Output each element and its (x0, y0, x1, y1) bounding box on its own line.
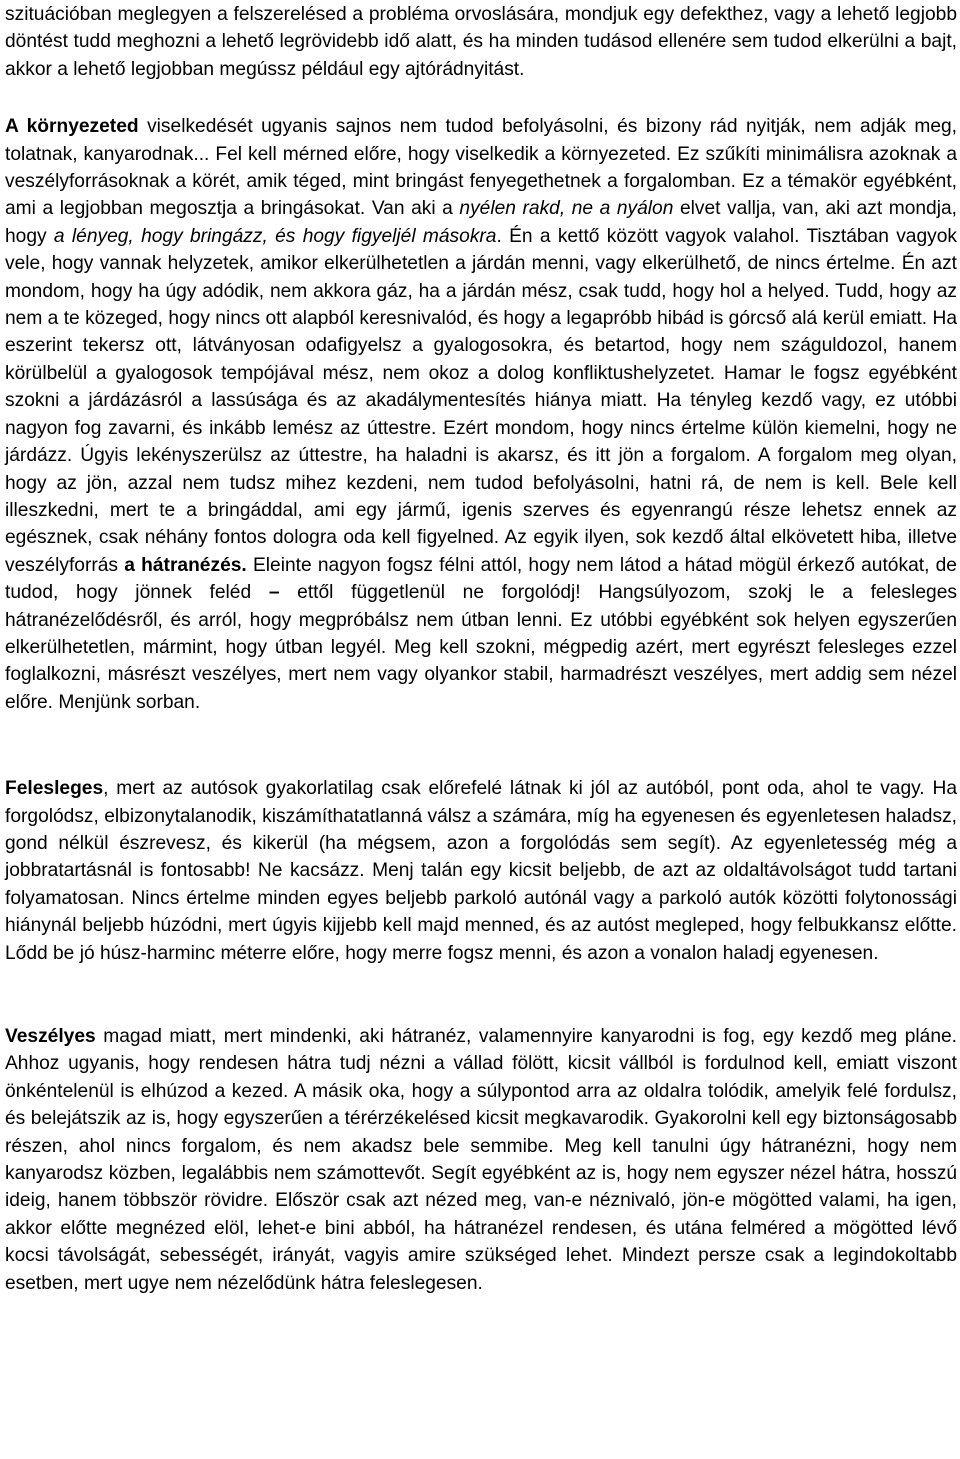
paragraph-text: ettől függetlenül ne forgolódj! Hangsúlyozom, szokj le a felesleges hátranézelődésről, és arról, hogy megpróbálsz nem útban lenni. Ez utóbbi egyébként sok helyen egyszerűen elkerülhetetlen, mármint, hogy útban legyél. Meg kell szokni, mégpedig azért, mert egyrészt felesleges ezzel foglalkozni, másrészt veszélyes, mert nem vagy olyankor stabil, harmadrészt veszélyes, mert addig sem nézel előre. Menjünk sorban. (5, 582, 957, 713)
bold-dash: – (268, 582, 280, 604)
bold-term-dangerous: Veszélyes (5, 1026, 96, 1047)
bold-term-unnecessary: Felesleges (5, 778, 104, 800)
paragraph-text: . Én a kettő között vagyok valahol. Tisztában vagyok vele, hogy vannak helyzetek, amikor elkerülhetetlen a járdán menni, vagy elkerülhető, de nincs értelme. Én azt mondom, hogy ha úgy adódik, nem akkora gáz, ha a járdán mész, csak tudd, hogy hol a helyed. Tudd, hogy az nem a te közeged, hogy nincs ott alapból keresnivalód, és hogy a legapróbb hibád is górcső alá kerül emiatt. Ha eszerint tekersz ott, látványosan odafigyelsz a gyalogosokra, és betartod, hogy nem száguldozol, hanem körülbelül a gyalogosok tempójával mész, nem okoz a dolog konfliktushelyzetet. Hamar le fogsz egyébként szokni a járdázásról a lassúsága és az akadálymentesítés hiánya miatt. Ha tényleg kezdő vagy, ez utóbbi nagyon fog zavarni, és inkább lemész az úttestre. Ezért mondom, hogy nincs értelme külön kiemelni, hogy ne járdázz. Úgyis lekényszerülsz az úttestre, ha haladni is akarsz, és itt jön a forgalom. A forgalom meg olyan, hogy az jön, azzal nem tudsz mihez kezdeni, nem tudod befolyásolni, hatni rá, de nem is kell. Bele kell illeszkedni, mert te a bringáddal, ami egy jármű, igenis szerves és egyenrangú része lehetsz ennek az egésznek, csak néhány fontos dologra oda kell figyelned. Az egyik ilyen, sok kezdő által elkövetett hiba, illetve veszélyforrás (5, 225, 957, 576)
paragraph-text: magad miatt, mert mindenki, aki hátranéz, valamennyire kanyarodni is fog, egy kezdő meg pláne. Ahhoz ugyanis, hogy rendesen hátra tudj nézni a vállad fölött, kicsit vállból is fordulnod kell, emiatt viszont önkéntelenül is elhúzod a kezed. A másik oka, hogy a súlypontod arra az oldalra tolódik, amelyik felé fordulsz, és belejátszik az is, hogy egyszerűen a térérzékelésed kicsit megkavarodik. Gyakorolni kell egy biztonságosabb részen, ahol nincs forgalom, és nem akadsz bele semmibe. Meg kell tanulni úgy hátranézni, hogy nem kanyarodsz közben, legalábbis nem számottevőt. Segít egyébként az is, hogy nem egyszer nézel hátra, hosszú ideig, hanem többször rövidre. Először csak azt nézed meg, van-e néznivaló, jön-e mögötted valami, ha igen, akkor előtte megnézed elöl, lehet-e bini abból, ha hátranézel rendesen, és utána felméred a mögötted lévő kocsi távolságát, sebességét, irányát, vagyis amire szükséged lehet. Mindezt persze csak a legindokoltabb esetben, mert ugye nem nézelődünk hátra feleslegesen. (5, 1026, 957, 1294)
paragraph-intro (5, 1, 957, 83)
paragraph-text: viselkedését ugyanis sajnos nem tudod befolyásolni, és bizony rád nyitják, nem adják meg, tolatnak, kanyarodnak... Fel kell mérned előre, hogy viselkedik a környezeted. Ez szűkíti minimálisra azoknak a veszélyforrásoknak a körét, amik téged, mint bringást fenyegethetnek a forgalomban. Ez a témakör egyébként, ami a legjobban megosztja a bringásokat. Van aki a (5, 116, 957, 220)
paragraph-dangerous (5, 1023, 957, 1297)
bold-term-looking-back: a hátranézés. (124, 554, 247, 576)
bold-term-environment: A környezeted (5, 116, 139, 138)
paragraph-text: Eleinte nagyon fogsz félni attól, hogy nem látod a hátad mögül érkező autókat, de tudod, hogy jönnek feléd (5, 554, 957, 604)
paragraph-text: , mert az autósok gyakorlatilag csak előrefelé látnak ki jól az autóból, pont oda, ahol te vagy. Ha forgolódsz, elbizonytalanodik, kiszámíthatatlanná válsz a számára, míg ha egyenesen és egyenletesen haladsz, gond nélkül észrevesz, és kikerül (ha mégsem, azon a forgolódás sem segít). Az egyenletesség még a jobbratartásnál is fontosabb! Ne kacsázz. Menj talán egy kicsit beljebb, de azt az oldaltávolságot tudd tartani folyamatosan. Nincs értelme minden egyes beljebb parkoló autónál vagy a parkoló autók közötti folytonossági hiánynál beljebb húzódni, mert úgyis kijjebb kell majd menned, és az autóst megleped, hogy felbukkansz előtte. Lődd be jó húsz-harminc méterre előre, hogy merre fogsz menni, és azon a vonalon haladj egyenesen. (5, 778, 957, 964)
paragraph-text: szituációban meglegyen a felszerelésed a probléma orvoslására, mondjuk egy defekthez, vagy a lehető legjobb döntést tudd meghozni a lehető legrövidebb idő alatt, és ha minden tudásod ellenére sem tudod elkerülni a bajt, akkor a lehető legjobban megússz például egy ajtórádnyitást. (5, 4, 957, 80)
document-page (5, 0, 957, 1297)
paragraph-unnecessary (5, 775, 957, 967)
italic-phrase: a lényeg, hogy bringázz, és hogy figyeljél másokra (53, 225, 497, 247)
paragraph-environment (5, 113, 957, 716)
italic-phrase: nyélen rakd, ne a nyálon (459, 198, 674, 220)
paragraph-text: elvet vallja, van, aki azt mondja, hogy (5, 198, 957, 247)
